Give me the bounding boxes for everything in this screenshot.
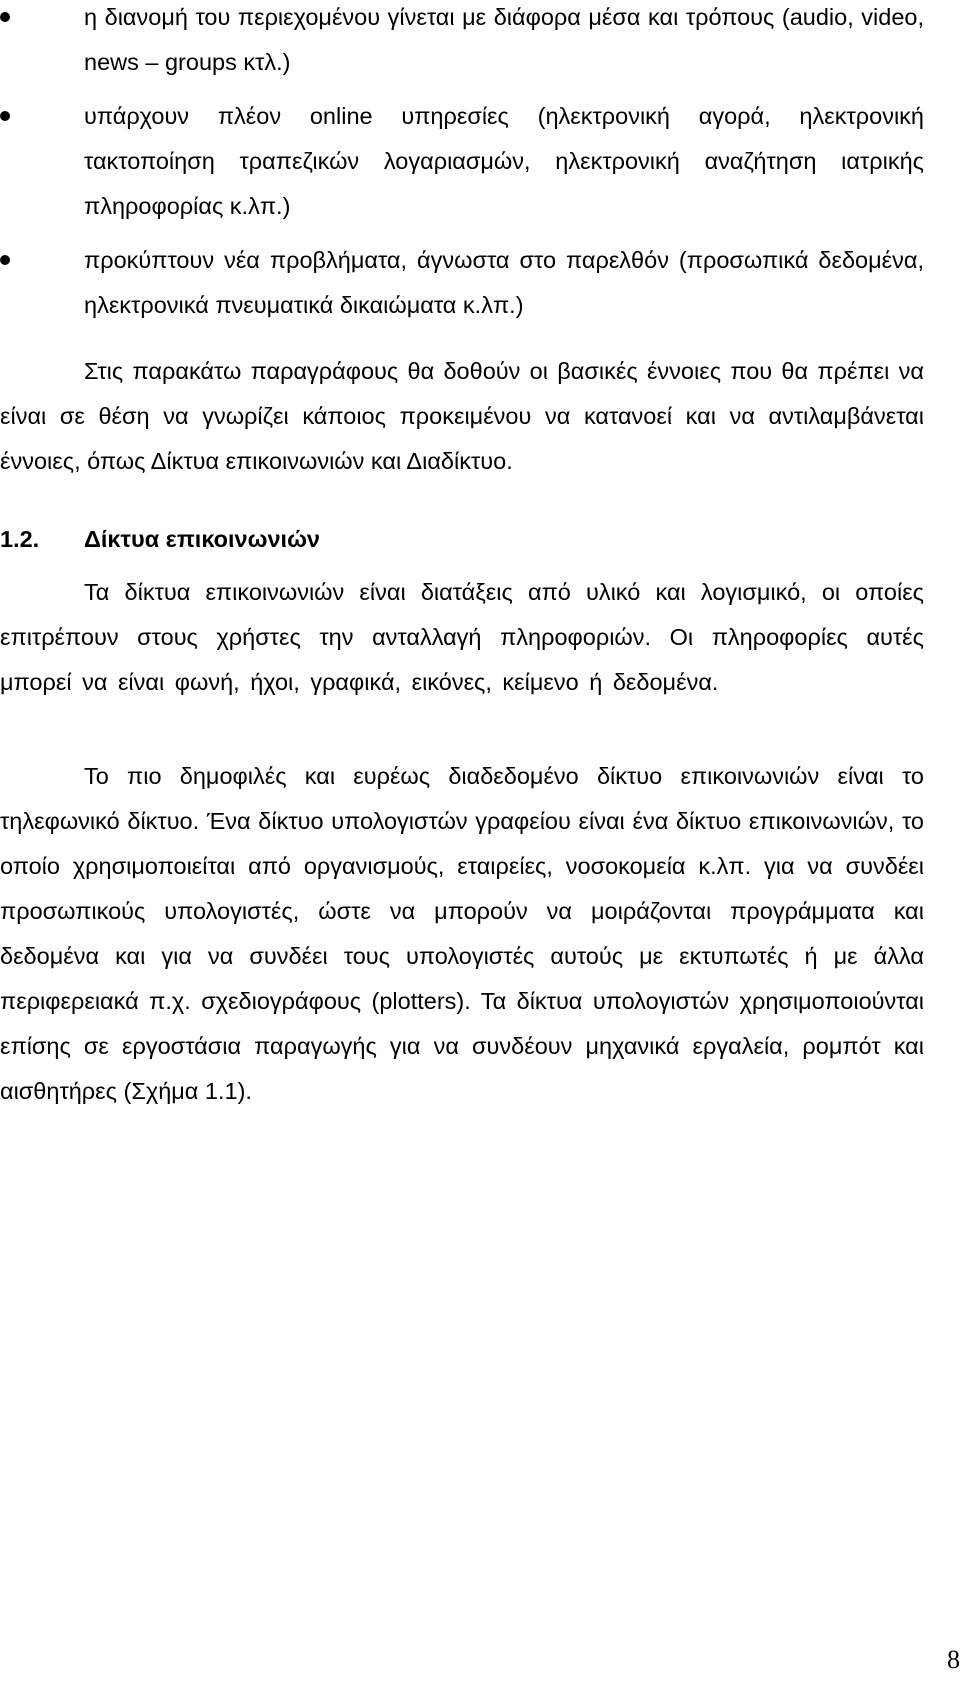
intro-paragraph: Στις παρακάτω παραγράφους θα δοθούν οι βασικές έννοιες που θα πρέπει να είναι σε θέση να γνωρίζει κάποιος προκειμένου να κατανοεί και να αντιλαμβάνεται έννοιες, όπως Δίκτυα επικοινωνιών και Διαδίκτυο.	[0, 358, 924, 474]
section-title: Δίκτυα επικοινωνιών	[84, 526, 320, 552]
bullet-text: προκύπτουν νέα προβλήματα, άγνωστα στο παρελθόν (προσωπικά δεδομένα, ηλεκτρονικά πνευματικά δικαιώματα κ.λπ.)	[84, 247, 924, 318]
bullet-list	[0, 0, 924, 328]
bullet-dot-icon	[0, 111, 10, 121]
definition-paragraph: Τα δίκτυα επικοινωνιών είναι διατάξεις από υλικό και λογισμικό, οι οποίες επιτρέπουν στους χρήστες την ανταλλαγή πληροφοριών. Οι πληροφορίες αυτές μπορεί να είναι φωνή, ήχοι, γραφικά, εικόνες, κείμενο ή δεδομένα.	[0, 579, 924, 695]
bullet-dot-icon	[0, 255, 10, 265]
bullet-item	[0, 0, 924, 85]
bullet-item	[0, 94, 924, 229]
section-number: 1.2.	[0, 526, 40, 552]
bullet-text: η διανομή του περιεχομένου γίνεται με διάφορα μέσα και τρόπους (audio, video, news – groups κτλ.)	[84, 4, 924, 75]
examples-paragraph: Το πιο δημοφιλές και ευρέως διαδεδομένο δίκτυο επικοινωνιών είναι το τηλεφωνικό δίκτυο. Ένα δίκτυο υπολογιστών γραφείου είναι ένα δίκτυο επικοινωνιών, το οποίο χρησιμοποιείται από οργανισμούς, εταιρείες, νοσοκομεία κ.λπ. για να συνδέει προσωπικούς υπολογιστές, ώστε να μπορούν να μοιράζονται προγράμματα και δεδομένα και για να συνδέει τους υπολογιστές αυτούς με εκτυπωτές ή με άλλα περιφερειακά π.χ. σχεδιογράφους (plotters). Τα δίκτυα υπολογιστών χρησιμοποιούνται επίσης σε εργοστάσια παραγωγής για να συνδέουν μηχανικά εργαλεία, ρομπότ και αισθητήρες (Σχήμα 1.1).	[0, 763, 924, 1104]
bullet-dot-icon	[0, 12, 10, 22]
bullet-item	[0, 238, 924, 328]
bullet-text: υπάρχουν πλέον online υπηρεσίες (ηλεκτρονική αγορά, ηλεκτρονική τακτοποίηση τραπεζικών λογαριασμών, ηλεκτρονική αναζήτηση ιατρικής πληροφορίας κ.λπ.)	[84, 103, 924, 219]
section-heading	[0, 526, 320, 553]
page-number: 8	[947, 1645, 960, 1674]
